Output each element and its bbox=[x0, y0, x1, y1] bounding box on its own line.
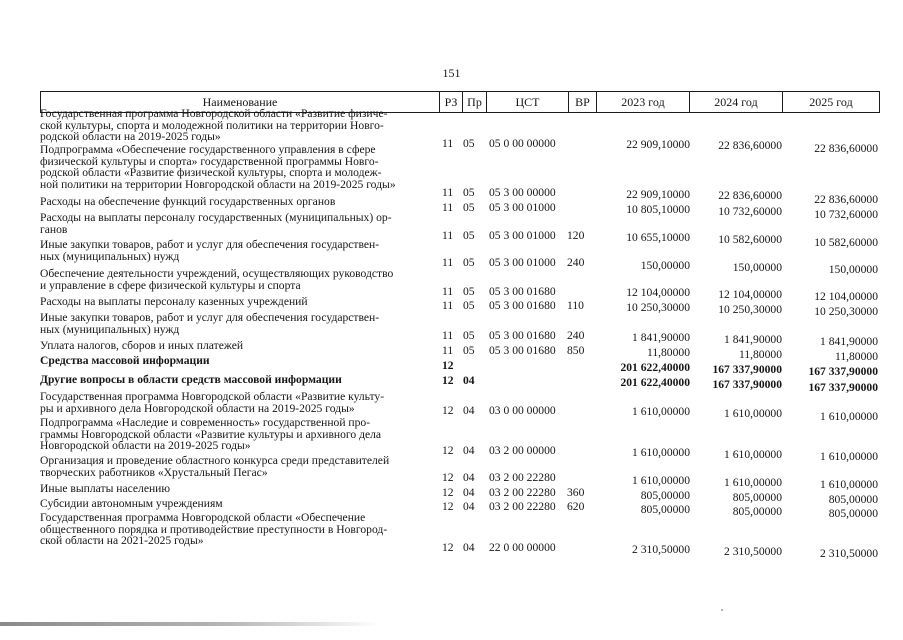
row-pr: 05 bbox=[463, 256, 475, 269]
row-rz: 11 bbox=[442, 229, 454, 242]
row-2024: 167 337,90000 bbox=[712, 378, 782, 391]
row-2024: 1 610,00000 bbox=[724, 476, 782, 489]
header-divider bbox=[879, 91, 880, 113]
row-2025: 10 250,30000 bbox=[814, 305, 878, 318]
row-2024: 10 732,60000 bbox=[718, 205, 782, 218]
row-name: Государственная программа Новгородской области «Развитие физиче- ской культуры, спорта и молодежной политики на территории Новго- родской области на 2019-2025 годы» bbox=[40, 107, 388, 144]
row-cst: 03 2 00 22280 bbox=[489, 486, 556, 499]
row-2025: 150,00000 bbox=[828, 263, 878, 276]
row-rz: 12 bbox=[442, 359, 454, 372]
row-pr: 05 bbox=[463, 137, 475, 150]
row-vr: 850 bbox=[567, 344, 585, 357]
row-pr: 04 bbox=[463, 404, 475, 417]
row-2025: 167 337,90000 bbox=[808, 365, 878, 378]
row-vr: 240 bbox=[567, 329, 585, 342]
row-2025: 2 310,50000 bbox=[820, 547, 878, 560]
row-2023: 150,00000 bbox=[640, 259, 690, 272]
row-2023: 11,80000 bbox=[646, 346, 690, 359]
row-2023: 2 310,50000 bbox=[632, 543, 690, 556]
row-cst: 03 2 00 22280 bbox=[489, 500, 556, 513]
row-name: Средства массовой информации bbox=[40, 354, 210, 367]
row-rz: 12 bbox=[442, 374, 454, 387]
row-2023: 1 610,00000 bbox=[632, 405, 690, 418]
row-2024: 805,00000 bbox=[732, 491, 782, 504]
row-rz: 11 bbox=[442, 186, 454, 199]
row-pr: 05 bbox=[463, 229, 475, 242]
row-name: Субсидии автономным учреждениям bbox=[40, 497, 223, 510]
row-2025: 22 836,60000 bbox=[814, 193, 878, 206]
header-cst: ЦСТ bbox=[515, 95, 540, 109]
row-2024: 805,00000 bbox=[732, 505, 782, 518]
row-2023: 805,00000 bbox=[640, 503, 690, 516]
row-pr: 04 bbox=[463, 541, 475, 554]
row-name: Иные закупки товаров, работ и услуг для обеспечения государствен- ных (муниципальных) нужд bbox=[40, 238, 380, 263]
row-vr: 620 bbox=[567, 500, 585, 513]
row-cst: 03 2 00 00000 bbox=[489, 444, 556, 457]
row-pr: 05 bbox=[463, 186, 475, 199]
row-cst: 05 3 00 01680 bbox=[489, 344, 556, 357]
header-name: Наименование bbox=[202, 95, 278, 109]
row-rz: 12 bbox=[442, 444, 454, 457]
row-name: Государственная программа Новгородской области «Обеспечение общественного порядка и противодействие преступности в Новгород- ской области на 2021-2025 годы» bbox=[40, 511, 388, 548]
row-pr: 05 bbox=[463, 285, 475, 298]
row-cst: 05 3 00 01680 bbox=[489, 299, 556, 312]
row-name: Расходы на выплаты персоналу казенных учреждений bbox=[40, 295, 308, 308]
row-2023: 10 655,10000 bbox=[626, 231, 690, 244]
row-2025: 1 841,90000 bbox=[820, 335, 878, 348]
row-cst: 05 0 00 00000 bbox=[489, 137, 556, 150]
row-name: Иные выплаты населению bbox=[40, 482, 171, 495]
row-name: Уплата налогов, сборов и иных платежей bbox=[40, 339, 244, 352]
row-2025: 10 582,60000 bbox=[814, 236, 878, 249]
row-2024: 1 610,00000 bbox=[724, 407, 782, 420]
row-2024: 150,00000 bbox=[732, 261, 782, 274]
row-cst: 05 3 00 01680 bbox=[489, 329, 556, 342]
row-2025: 805,00000 bbox=[828, 507, 878, 520]
row-pr: 05 bbox=[463, 329, 475, 342]
row-rz: 11 bbox=[442, 299, 454, 312]
row-pr: 05 bbox=[463, 344, 475, 357]
row-2023: 1 841,90000 bbox=[632, 331, 690, 344]
header-2025: 2025 год bbox=[809, 95, 853, 109]
row-2023: 1 610,00000 bbox=[632, 474, 690, 487]
row-2024: 2 310,50000 bbox=[724, 545, 782, 558]
header-rz: РЗ bbox=[444, 95, 458, 109]
row-name: Подпрограмма «Наследие и современность» государственной про- граммы Новгородской области «Развитие культуры и архивного дела Новгородской области на 2019-2025 годы» bbox=[40, 416, 382, 453]
row-vr: 120 bbox=[567, 229, 585, 242]
row-cst: 03 0 00 00000 bbox=[489, 404, 556, 417]
row-2025: 805,00000 bbox=[828, 493, 878, 506]
header-vr: ВР bbox=[575, 95, 590, 109]
header-pr: Пр bbox=[467, 95, 482, 109]
row-2024: 22 836,60000 bbox=[718, 189, 782, 202]
row-pr: 05 bbox=[463, 201, 475, 214]
row-cst: 03 2 00 22280 bbox=[489, 471, 556, 484]
row-rz: 12 bbox=[442, 486, 454, 499]
row-2024: 1 610,00000 bbox=[724, 448, 782, 461]
row-2024: 10 582,60000 bbox=[718, 233, 782, 246]
row-vr: 110 bbox=[567, 299, 584, 312]
row-rz: 11 bbox=[442, 256, 454, 269]
row-2025: 11,80000 bbox=[834, 350, 878, 363]
row-2025: 1 610,00000 bbox=[820, 410, 878, 423]
row-pr: 04 bbox=[463, 486, 475, 499]
row-rz: 11 bbox=[442, 344, 454, 357]
row-2025: 1 610,00000 bbox=[820, 450, 878, 463]
row-2024: 10 250,30000 bbox=[718, 303, 782, 316]
row-name: Другие вопросы в области средств массовой информации bbox=[40, 373, 342, 386]
row-cst: 05 3 00 01680 bbox=[489, 285, 556, 298]
row-2025: 10 732,60000 bbox=[814, 208, 878, 221]
row-2024: 12 104,00000 bbox=[718, 288, 782, 301]
row-2025: 1 610,00000 bbox=[820, 478, 878, 491]
row-rz: 11 bbox=[442, 137, 454, 150]
row-name: Организация и проведение областного конкурса среди представителей творческих работников «Хрустальный Пегас» bbox=[40, 454, 390, 479]
row-rz: 11 bbox=[442, 329, 454, 342]
row-cst: 05 3 00 01000 bbox=[489, 201, 556, 214]
row-2023: 22 909,10000 bbox=[626, 138, 690, 151]
row-2024: 11,80000 bbox=[738, 348, 782, 361]
row-rz: 12 bbox=[442, 541, 454, 554]
row-vr: 240 bbox=[567, 256, 585, 269]
row-name: Государственная программа Новгородской области «Развитие культу- ры и архивного дела Новгородской области на 2019-2025 годы» bbox=[40, 390, 385, 415]
row-cst: 05 3 00 00000 bbox=[489, 186, 556, 199]
row-name: Расходы на обеспечение функций государственных органов bbox=[40, 195, 336, 208]
row-pr: 04 bbox=[463, 444, 475, 457]
row-name: Иные закупки товаров, работ и услуг для обеспечения государствен- ных (муниципальных) нужд bbox=[40, 311, 380, 336]
row-pr: 04 bbox=[463, 500, 475, 513]
row-rz: 12 bbox=[442, 500, 454, 513]
row-2023: 10 250,30000 bbox=[626, 301, 690, 314]
row-vr: 360 bbox=[567, 486, 585, 499]
header-2023: 2023 год bbox=[621, 95, 665, 109]
row-pr: 04 bbox=[463, 374, 475, 387]
row-2023: 10 805,10000 bbox=[626, 203, 690, 216]
row-pr: 05 bbox=[463, 299, 475, 312]
row-2023: 22 909,10000 bbox=[626, 188, 690, 201]
scan-edge-shadow bbox=[0, 622, 380, 626]
row-rz: 11 bbox=[442, 285, 454, 298]
row-2023: 201 622,40000 bbox=[620, 376, 690, 389]
row-2023: 805,00000 bbox=[640, 489, 690, 502]
row-cst: 05 3 00 01000 bbox=[489, 256, 556, 269]
row-rz: 12 bbox=[442, 471, 454, 484]
row-rz: 11 bbox=[442, 201, 454, 214]
row-name: Обеспечение деятельности учреждений, осуществляющих руководство и управление в сфере физической культуры и спорта bbox=[40, 267, 394, 292]
row-2025: 12 104,00000 bbox=[814, 290, 878, 303]
row-cst: 22 0 00 00000 bbox=[489, 541, 556, 554]
row-2023: 201 622,40000 bbox=[620, 361, 690, 374]
row-2024: 22 836,60000 bbox=[718, 139, 782, 152]
row-2023: 1 610,00000 bbox=[632, 446, 690, 459]
header-2024: 2024 год bbox=[714, 95, 758, 109]
row-pr: 04 bbox=[463, 471, 475, 484]
row-name: Подпрограмма «Обеспечение государственного управления в сфере физической культуры и спорта» государственной программы Новго- родской области «Развитие физической культуры, спорта и молодеж- ной политики на территории Новгородской области на 2019-2025 годы» bbox=[40, 143, 396, 191]
row-name: Расходы на выплаты персоналу государственных (муниципальных) ор- ганов bbox=[40, 211, 392, 236]
row-2024: 167 337,90000 bbox=[712, 363, 782, 376]
row-2023: 12 104,00000 bbox=[626, 286, 690, 299]
scan-speck bbox=[721, 609, 723, 611]
row-2024: 1 841,90000 bbox=[724, 333, 782, 346]
page-number: 151 bbox=[442, 66, 461, 80]
row-cst: 05 3 00 01000 bbox=[489, 229, 556, 242]
row-2025: 167 337,90000 bbox=[808, 381, 878, 394]
row-2025: 22 836,60000 bbox=[814, 142, 878, 155]
row-rz: 12 bbox=[442, 404, 454, 417]
